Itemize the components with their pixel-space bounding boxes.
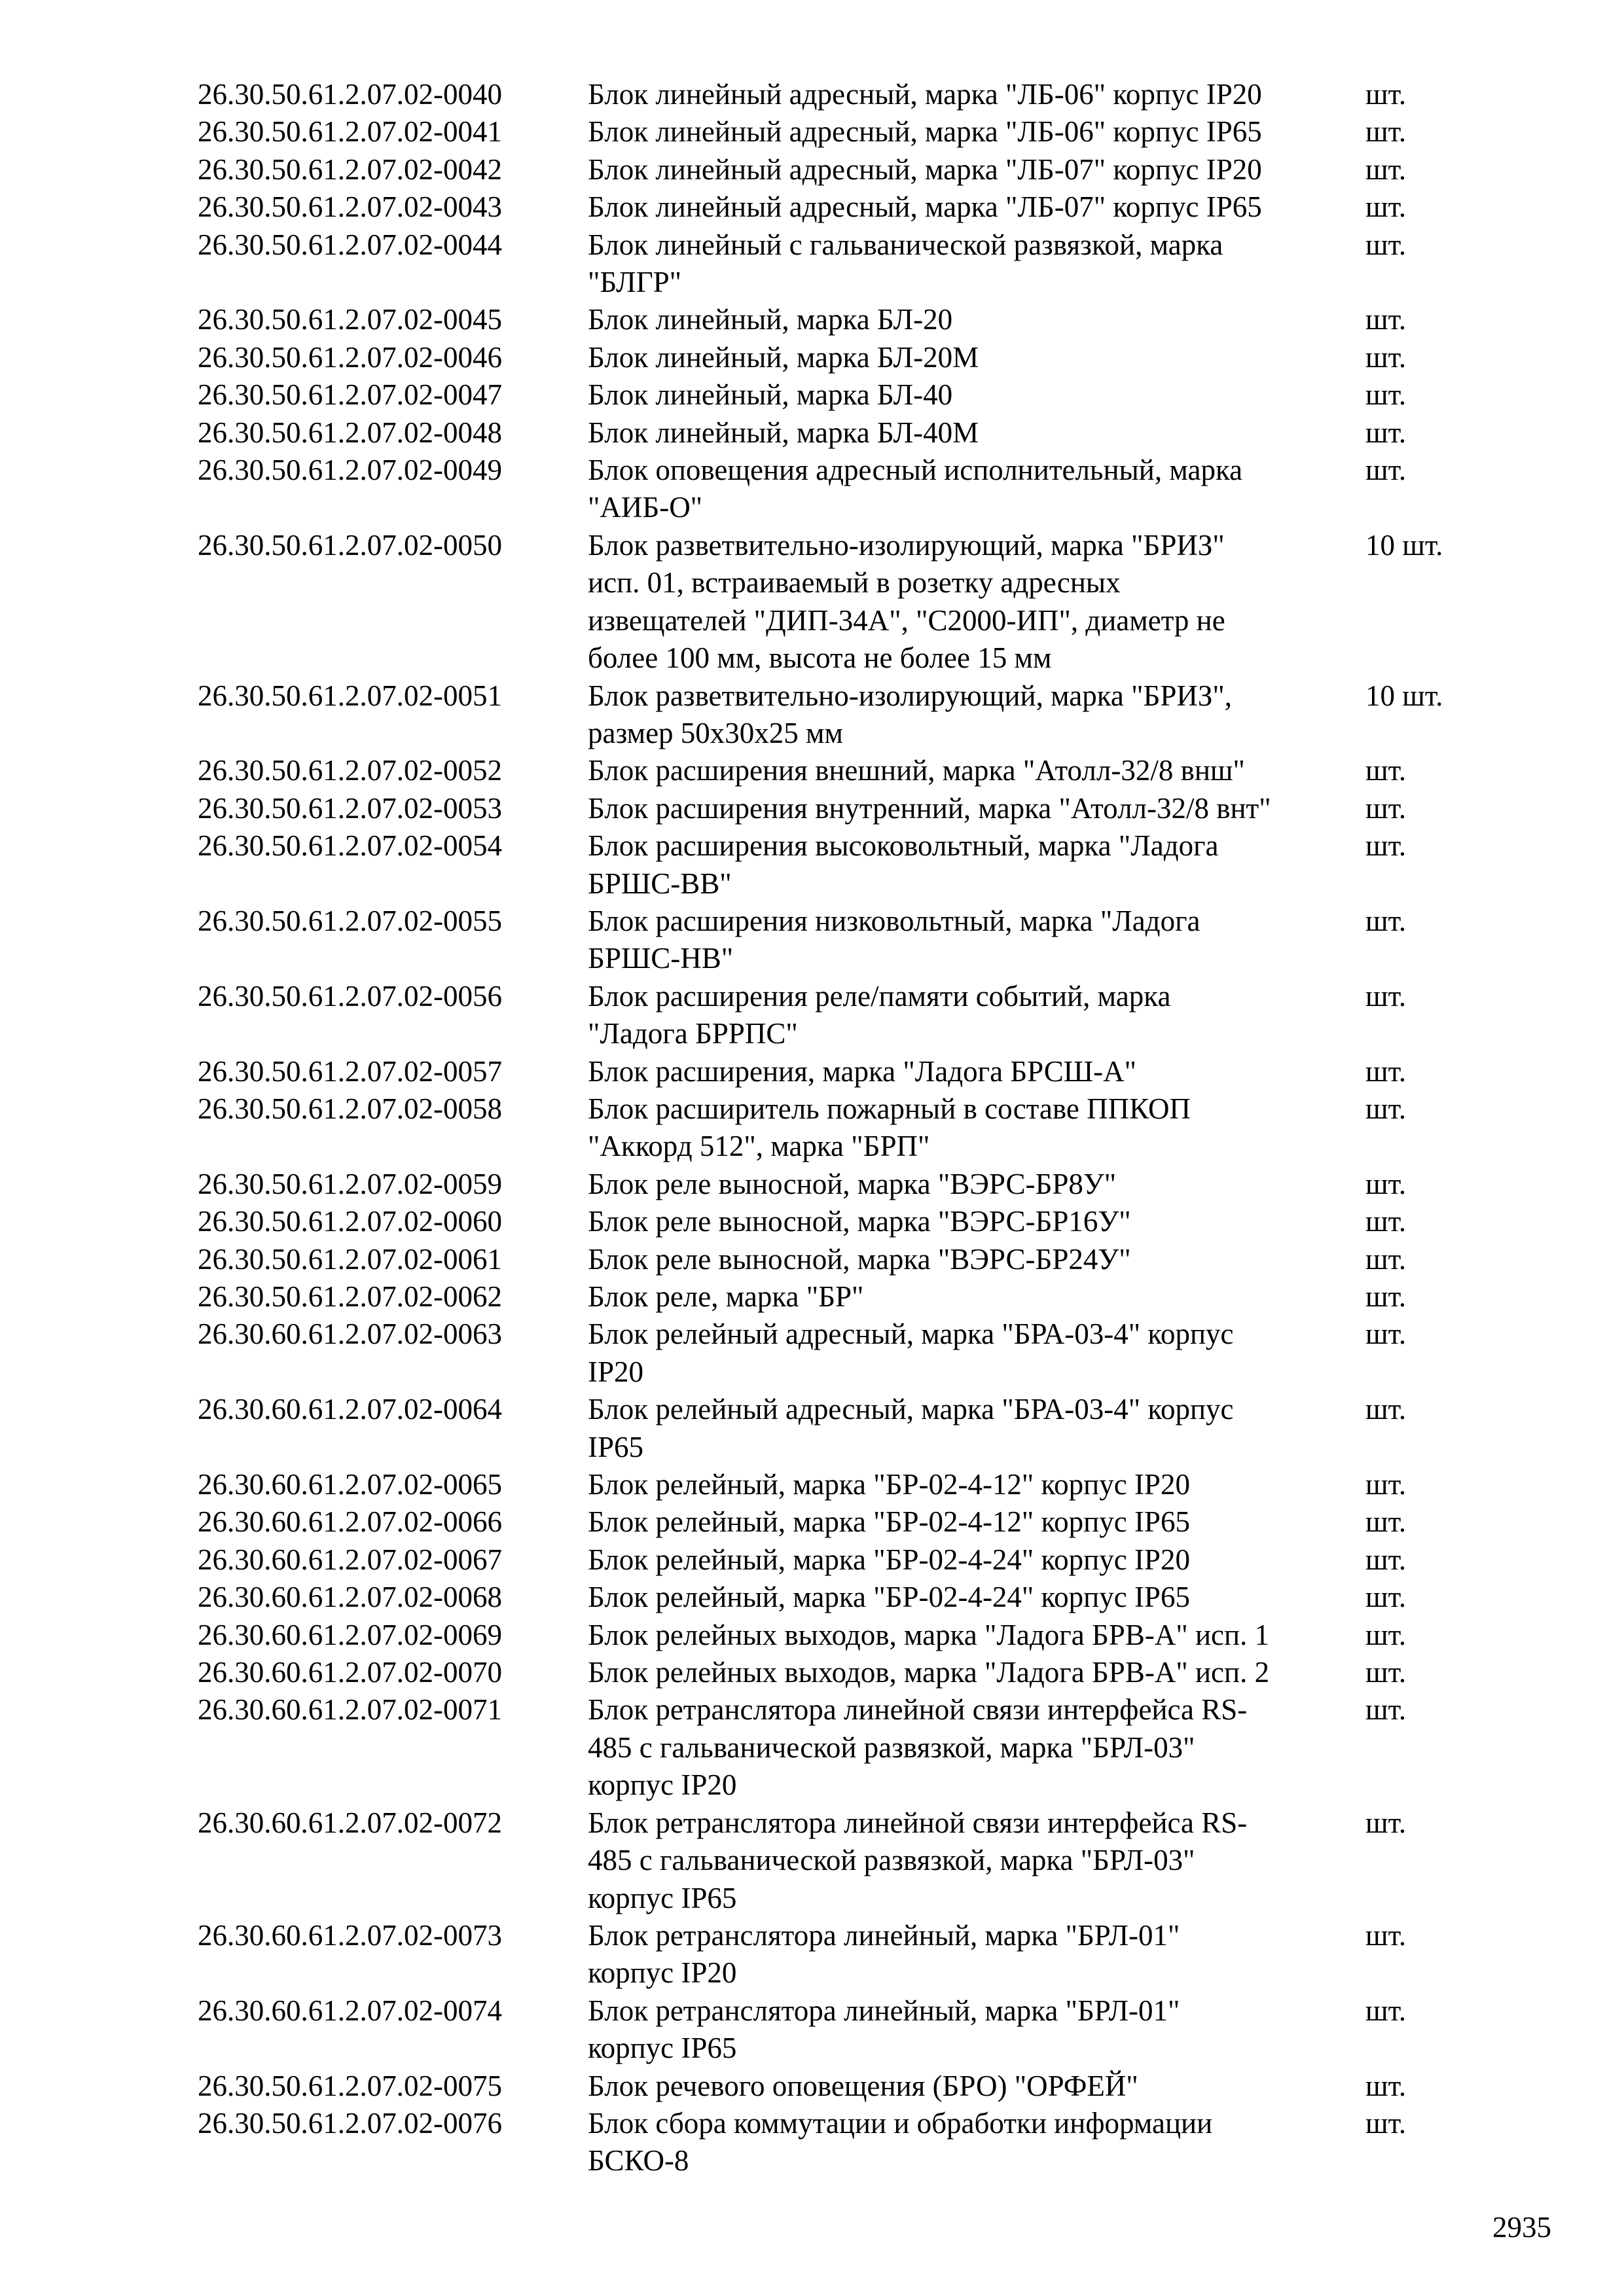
item-name: Блок расширения внешний, марка "Атолл-32/8 внш" [588, 754, 1245, 787]
item-name: Блок оповещения адресный исполнительный, марка "АИБ-О" [588, 454, 1243, 524]
item-code: 26.30.60.61.2.07.02-0073 [198, 1918, 502, 1952]
item-name: Блок реле выносной, марка "ВЭРС-БР8У" [588, 1167, 1117, 1200]
item-unit: шт. [1365, 1092, 1407, 1125]
item-code: 26.30.50.61.2.07.02-0041 [198, 115, 502, 149]
item-code: 26.30.60.61.2.07.02-0066 [198, 1505, 502, 1539]
item-unit: шт. [1365, 979, 1407, 1013]
list-item [198, 2068, 1507, 2105]
item-name: Блок ретранслятора линейный, марка "БРЛ-01" корпус IP20 [588, 1918, 1180, 1990]
list-item [198, 1203, 1507, 1240]
list-item [198, 677, 1507, 753]
item-code: 26.30.50.61.2.07.02-0057 [198, 1054, 502, 1088]
list-item [198, 188, 1507, 226]
item-unit: шт. [1365, 303, 1407, 336]
list-item [198, 1053, 1507, 1090]
item-code: 26.30.50.61.2.07.02-0046 [198, 340, 502, 374]
item-name: Блок релейный, марка "БР-02-4-24" корпус IP20 [588, 1543, 1190, 1576]
item-code: 26.30.50.61.2.07.02-0062 [198, 1280, 502, 1313]
item-name: Блок релейных выходов, марка "Ладога БРВ-А" исп. 2 [588, 1656, 1270, 1689]
item-name: Блок линейный, марка БЛ-20 [588, 303, 953, 336]
item-unit: шт. [1365, 1167, 1407, 1200]
list-item [198, 1316, 1507, 1391]
list-item [198, 1691, 1507, 1804]
list-item [198, 301, 1507, 338]
item-unit: шт. [1365, 2106, 1407, 2140]
item-unit: шт. [1365, 115, 1407, 149]
list-item [198, 978, 1507, 1053]
item-code: 26.30.50.61.2.07.02-0059 [198, 1167, 502, 1200]
item-unit: шт. [1365, 1242, 1407, 1276]
item-unit: шт. [1365, 228, 1407, 261]
item-unit: шт. [1365, 1543, 1407, 1576]
item-code: 26.30.50.61.2.07.02-0058 [198, 1092, 502, 1125]
item-unit: шт. [1365, 454, 1407, 487]
page-number: 2935 [1492, 2211, 1551, 2244]
item-code: 26.30.60.61.2.07.02-0065 [198, 1468, 502, 1501]
item-code: 26.30.50.61.2.07.02-0044 [198, 228, 502, 261]
item-code: 26.30.60.61.2.07.02-0063 [198, 1318, 502, 1351]
list-item [198, 1466, 1507, 1503]
item-unit: шт. [1365, 754, 1407, 787]
item-name: Блок релейный, марка "БР-02-4-12" корпус IP20 [588, 1468, 1190, 1501]
item-name: Блок линейный с гальванической развязкой, марка "БЛГР" [588, 228, 1223, 299]
item-unit: шт. [1365, 1318, 1407, 1351]
item-name: Блок релейный адресный, марка "БРА-03-4" корпус IP20 [588, 1318, 1234, 1388]
list-item [198, 790, 1507, 827]
item-name: Блок линейный адресный, марка "ЛБ-06" корпус IP65 [588, 115, 1262, 149]
item-code: 26.30.60.61.2.07.02-0070 [198, 1656, 502, 1689]
item-code: 26.30.60.61.2.07.02-0074 [198, 1994, 502, 2027]
item-code: 26.30.50.61.2.07.02-0045 [198, 303, 502, 336]
list-item [198, 1391, 1507, 1466]
item-code: 26.30.50.61.2.07.02-0042 [198, 152, 502, 186]
item-unit: шт. [1365, 1581, 1407, 1614]
list-item [198, 376, 1507, 414]
item-unit: шт. [1365, 1205, 1407, 1238]
list-item [198, 339, 1507, 376]
list-item [198, 2105, 1507, 2180]
list-item [198, 1241, 1507, 1278]
item-code: 26.30.50.61.2.07.02-0061 [198, 1242, 502, 1276]
price-item-list [198, 76, 1507, 2180]
item-code: 26.30.50.61.2.07.02-0040 [198, 78, 502, 111]
item-unit: шт. [1365, 1656, 1407, 1689]
list-item [198, 1503, 1507, 1541]
list-item [198, 752, 1507, 789]
item-code: 26.30.50.61.2.07.02-0076 [198, 2106, 502, 2140]
item-name: Блок реле, марка "БР" [588, 1280, 864, 1313]
item-name: Блок ретранслятора линейной связи интерфейса RS- 485 с гальванической развязкой, марка "БРЛ-03" корпус IP20 [588, 1693, 1248, 1802]
list-item [198, 1541, 1507, 1579]
list-item [198, 113, 1507, 151]
item-code: 26.30.50.61.2.07.02-0055 [198, 904, 502, 937]
item-unit: шт. [1365, 904, 1407, 937]
item-unit: шт. [1365, 1994, 1407, 2027]
item-name: Блок реле выносной, марка "ВЭРС-БР24У" [588, 1242, 1131, 1276]
item-code: 26.30.60.61.2.07.02-0069 [198, 1618, 502, 1651]
item-unit: шт. [1365, 378, 1407, 412]
list-item [198, 1992, 1507, 2068]
item-code: 26.30.50.61.2.07.02-0050 [198, 528, 502, 562]
list-item [198, 1617, 1507, 1654]
item-code: 26.30.60.61.2.07.02-0067 [198, 1543, 502, 1576]
list-item [198, 827, 1507, 903]
item-name: Блок релейный, марка "БР-02-4-24" корпус IP65 [588, 1581, 1190, 1614]
list-item [198, 1917, 1507, 1992]
list-item [198, 226, 1507, 302]
item-name: Блок расширения внутренний, марка "Атолл-32/8 внт" [588, 791, 1271, 825]
item-code: 26.30.50.61.2.07.02-0043 [198, 190, 502, 224]
item-name: Блок разветвительно-изолирующий, марка "БРИЗ", размер 50x30x25 мм [588, 679, 1233, 749]
list-item [198, 903, 1507, 978]
item-unit: шт. [1365, 791, 1407, 825]
item-name: Блок расширения, марка "Ладога БРСШ-А" [588, 1054, 1136, 1088]
item-unit: шт. [1365, 78, 1407, 111]
item-code: 26.30.60.61.2.07.02-0072 [198, 1806, 502, 1839]
item-unit: шт. [1365, 340, 1407, 374]
item-unit: 10 шт. [1365, 528, 1443, 562]
item-name: Блок ретранслятора линейный, марка "БРЛ-01" корпус IP65 [588, 1994, 1180, 2065]
list-item [198, 1090, 1507, 1166]
item-unit: шт. [1365, 1280, 1407, 1313]
item-name: Блок сбора коммутации и обработки информации БСКО-8 [588, 2106, 1213, 2178]
item-name: Блок релейный адресный, марка "БРА-03-4" корпус IP65 [588, 1393, 1234, 1463]
item-name: Блок речевого оповещения (БРО) "ОРФЕЙ" [588, 2069, 1138, 2102]
item-unit: шт. [1365, 1618, 1407, 1651]
item-name: Блок линейный адресный, марка "ЛБ-07" корпус IP20 [588, 152, 1262, 186]
item-code: 26.30.50.61.2.07.02-0060 [198, 1205, 502, 1238]
item-name: Блок линейный адресный, марка "ЛБ-06" корпус IP20 [588, 78, 1262, 111]
item-unit: шт. [1365, 2069, 1407, 2102]
list-item [198, 1166, 1507, 1203]
item-name: Блок релейный, марка "БР-02-4-12" корпус IP65 [588, 1505, 1190, 1539]
item-unit: шт. [1365, 152, 1407, 186]
item-name: Блок линейный, марка БЛ-20М [588, 340, 979, 374]
list-item [198, 527, 1507, 677]
item-unit: шт. [1365, 1806, 1407, 1839]
item-name: Блок расширения низковольтный, марка "Ладога БРШС-НВ" [588, 904, 1200, 975]
item-code: 26.30.60.61.2.07.02-0068 [198, 1581, 502, 1614]
item-code: 26.30.50.61.2.07.02-0049 [198, 454, 502, 487]
item-name: Блок релейных выходов, марка "Ладога БРВ-А" исп. 1 [588, 1618, 1270, 1651]
item-unit: шт. [1365, 1918, 1407, 1952]
item-unit: шт. [1365, 829, 1407, 863]
item-unit: шт. [1365, 1468, 1407, 1501]
list-item [198, 452, 1507, 527]
item-code: 26.30.50.61.2.07.02-0054 [198, 829, 502, 863]
item-code: 26.30.50.61.2.07.02-0051 [198, 679, 502, 712]
item-code: 26.30.60.61.2.07.02-0064 [198, 1393, 502, 1426]
item-unit: шт. [1365, 416, 1407, 449]
item-name: Блок линейный адресный, марка "ЛБ-07" корпус IP65 [588, 190, 1262, 224]
item-name: Блок линейный, марка БЛ-40 [588, 378, 953, 412]
item-code: 26.30.60.61.2.07.02-0071 [198, 1693, 502, 1727]
item-unit: шт. [1365, 1505, 1407, 1539]
item-code: 26.30.50.61.2.07.02-0052 [198, 754, 502, 787]
item-unit: шт. [1365, 1393, 1407, 1426]
list-item [198, 1278, 1507, 1316]
item-code: 26.30.50.61.2.07.02-0053 [198, 791, 502, 825]
list-item [198, 1579, 1507, 1616]
item-code: 26.30.50.61.2.07.02-0075 [198, 2069, 502, 2102]
item-unit: шт. [1365, 1693, 1407, 1727]
item-name: Блок линейный, марка БЛ-40М [588, 416, 979, 449]
list-item [198, 1804, 1507, 1917]
list-item [198, 151, 1507, 188]
item-code: 26.30.50.61.2.07.02-0056 [198, 979, 502, 1013]
list-item [198, 1654, 1507, 1691]
item-unit: 10 шт. [1365, 679, 1443, 712]
item-unit: шт. [1365, 190, 1407, 224]
list-item [198, 76, 1507, 113]
item-unit: шт. [1365, 1054, 1407, 1088]
item-name: Блок реле выносной, марка "ВЭРС-БР16У" [588, 1205, 1131, 1238]
list-item [198, 414, 1507, 452]
item-name: Блок расширения реле/памяти событий, марка "Ладога БРРПС" [588, 979, 1171, 1050]
item-name: Блок ретранслятора линейной связи интерфейса RS- 485 с гальванической развязкой, марка "БРЛ-03" корпус IP65 [588, 1806, 1248, 1914]
item-code: 26.30.50.61.2.07.02-0047 [198, 378, 502, 412]
item-code: 26.30.50.61.2.07.02-0048 [198, 416, 502, 449]
item-name: Блок расширитель пожарный в составе ППКОП "Аккорд 512", марка "БРП" [588, 1092, 1191, 1163]
item-name: Блок расширения высоковольтный, марка "Ладога БРШС-ВВ" [588, 829, 1219, 900]
item-name: Блок разветвительно-изолирующий, марка "БРИЗ" исп. 01, встраиваемый в розетку адресных извещателей "ДИП-34А", "С2000-ИП", диаметр не более 100 мм, высота не более 15 мм [588, 528, 1225, 675]
